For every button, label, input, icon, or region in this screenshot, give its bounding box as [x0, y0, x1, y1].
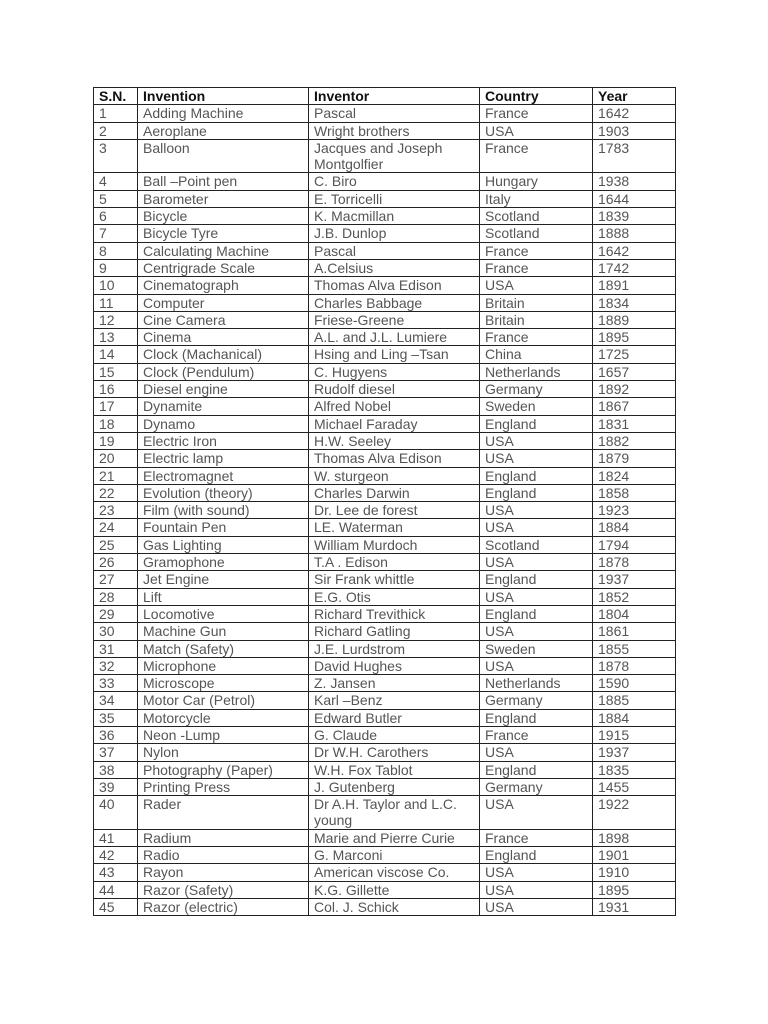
- cell-invention: Dynamo: [138, 415, 309, 432]
- cell-country: Germany: [480, 778, 593, 795]
- cell-year: 1831: [593, 415, 676, 432]
- cell-year: 1937: [593, 744, 676, 761]
- cell-sn: 3: [94, 139, 138, 173]
- cell-invention: Barometer: [138, 190, 309, 207]
- table-row: [94, 139, 676, 173]
- column-header-country: Country: [480, 88, 593, 105]
- cell-country: Italy: [480, 190, 593, 207]
- table-row: [94, 536, 676, 553]
- table-row: [94, 796, 676, 830]
- cell-country: France: [480, 259, 593, 276]
- cell-sn: 7: [94, 225, 138, 242]
- table-row: [94, 259, 676, 276]
- cell-country: USA: [480, 864, 593, 881]
- cell-sn: 2: [94, 122, 138, 139]
- cell-year: 1644: [593, 190, 676, 207]
- cell-inventor: Wright brothers: [309, 122, 480, 139]
- cell-inventor: E. Torricelli: [309, 190, 480, 207]
- cell-sn: 16: [94, 381, 138, 398]
- cell-sn: 15: [94, 363, 138, 380]
- cell-year: 1892: [593, 381, 676, 398]
- table-row: [94, 450, 676, 467]
- cell-inventor: Charles Darwin: [309, 484, 480, 501]
- cell-country: France: [480, 242, 593, 259]
- cell-inventor: Rudolf diesel: [309, 381, 480, 398]
- cell-inventor: Thomas Alva Edison: [309, 450, 480, 467]
- cell-country: France: [480, 726, 593, 743]
- cell-inventor: C. Biro: [309, 173, 480, 190]
- cell-country: Britain: [480, 294, 593, 311]
- cell-inventor: J.B. Dunlop: [309, 225, 480, 242]
- cell-country: USA: [480, 122, 593, 139]
- cell-invention: Printing Press: [138, 778, 309, 795]
- cell-sn: 45: [94, 898, 138, 915]
- cell-inventor: Dr A.H. Taylor and L.C. young: [309, 796, 480, 830]
- table-row: [94, 225, 676, 242]
- cell-invention: Adding Machine: [138, 105, 309, 122]
- table-row: [94, 778, 676, 795]
- cell-invention: Nylon: [138, 744, 309, 761]
- table-row: [94, 363, 676, 380]
- cell-year: 1642: [593, 242, 676, 259]
- table-row: [94, 105, 676, 122]
- cell-year: 1915: [593, 726, 676, 743]
- cell-year: 1855: [593, 640, 676, 657]
- cell-sn: 35: [94, 709, 138, 726]
- cell-country: USA: [480, 554, 593, 571]
- cell-inventor: Col. J. Schick: [309, 898, 480, 915]
- cell-sn: 28: [94, 588, 138, 605]
- cell-sn: 43: [94, 864, 138, 881]
- table-row: [94, 208, 676, 225]
- cell-country: Scotland: [480, 208, 593, 225]
- table-row: [94, 623, 676, 640]
- cell-country: Hungary: [480, 173, 593, 190]
- cell-invention: Gramophone: [138, 554, 309, 571]
- table-row: [94, 588, 676, 605]
- cell-invention: Fountain Pen: [138, 519, 309, 536]
- cell-inventor: J.E. Lurdstrom: [309, 640, 480, 657]
- cell-country: Sweden: [480, 398, 593, 415]
- cell-year: 1888: [593, 225, 676, 242]
- cell-country: Netherlands: [480, 675, 593, 692]
- column-header-sn: S.N.: [94, 88, 138, 105]
- cell-year: 1938: [593, 173, 676, 190]
- cell-sn: 39: [94, 778, 138, 795]
- cell-sn: 40: [94, 796, 138, 830]
- cell-sn: 6: [94, 208, 138, 225]
- cell-country: Scotland: [480, 225, 593, 242]
- cell-sn: 34: [94, 692, 138, 709]
- cell-invention: Evolution (theory): [138, 484, 309, 501]
- cell-sn: 13: [94, 329, 138, 346]
- cell-year: 1858: [593, 484, 676, 501]
- cell-invention: Microscope: [138, 675, 309, 692]
- cell-year: 1642: [593, 105, 676, 122]
- table-row: [94, 898, 676, 915]
- cell-sn: 27: [94, 571, 138, 588]
- cell-year: 1884: [593, 709, 676, 726]
- table-row: [94, 554, 676, 571]
- cell-year: 1455: [593, 778, 676, 795]
- cell-sn: 26: [94, 554, 138, 571]
- cell-country: USA: [480, 657, 593, 674]
- cell-invention: Rader: [138, 796, 309, 830]
- cell-country: England: [480, 709, 593, 726]
- table-row: [94, 744, 676, 761]
- cell-sn: 17: [94, 398, 138, 415]
- cell-invention: Microphone: [138, 657, 309, 674]
- table-row: [94, 122, 676, 139]
- table-row: [94, 381, 676, 398]
- cell-inventor: American viscose Co.: [309, 864, 480, 881]
- cell-sn: 12: [94, 311, 138, 328]
- cell-inventor: Z. Jansen: [309, 675, 480, 692]
- cell-sn: 10: [94, 277, 138, 294]
- cell-sn: 36: [94, 726, 138, 743]
- cell-sn: 19: [94, 432, 138, 449]
- cell-country: USA: [480, 277, 593, 294]
- cell-sn: 42: [94, 847, 138, 864]
- cell-sn: 37: [94, 744, 138, 761]
- cell-invention: Cinematograph: [138, 277, 309, 294]
- cell-invention: Razor (electric): [138, 898, 309, 915]
- cell-invention: Clock (Pendulum): [138, 363, 309, 380]
- cell-year: 1878: [593, 554, 676, 571]
- cell-country: USA: [480, 623, 593, 640]
- cell-inventor: C. Hugyens: [309, 363, 480, 380]
- cell-sn: 24: [94, 519, 138, 536]
- header-row: [94, 88, 676, 105]
- table-row: [94, 277, 676, 294]
- column-header-invention: Invention: [138, 88, 309, 105]
- inventions-table: [93, 87, 676, 916]
- table-row: [94, 571, 676, 588]
- cell-sn: 22: [94, 484, 138, 501]
- cell-sn: 31: [94, 640, 138, 657]
- cell-inventor: A.Celsius: [309, 259, 480, 276]
- cell-country: USA: [480, 881, 593, 898]
- table-header: [94, 88, 676, 105]
- cell-inventor: LE. Waterman: [309, 519, 480, 536]
- cell-year: 1910: [593, 864, 676, 881]
- table-row: [94, 881, 676, 898]
- cell-inventor: W.H. Fox Tablot: [309, 761, 480, 778]
- cell-year: 1937: [593, 571, 676, 588]
- table-body: [94, 105, 676, 916]
- cell-country: Sweden: [480, 640, 593, 657]
- cell-country: Britain: [480, 311, 593, 328]
- cell-inventor: E.G. Otis: [309, 588, 480, 605]
- cell-invention: Bicycle Tyre: [138, 225, 309, 242]
- cell-country: USA: [480, 588, 593, 605]
- cell-invention: Clock (Machanical): [138, 346, 309, 363]
- cell-year: 1903: [593, 122, 676, 139]
- cell-year: 1882: [593, 432, 676, 449]
- table-row: [94, 190, 676, 207]
- table-row: [94, 484, 676, 501]
- table-row: [94, 242, 676, 259]
- cell-country: England: [480, 605, 593, 622]
- cell-year: 1931: [593, 898, 676, 915]
- cell-inventor: Michael Faraday: [309, 415, 480, 432]
- cell-year: 1783: [593, 139, 676, 173]
- cell-year: 1794: [593, 536, 676, 553]
- cell-sn: 9: [94, 259, 138, 276]
- table-row: [94, 398, 676, 415]
- cell-year: 1742: [593, 259, 676, 276]
- table-row: [94, 675, 676, 692]
- cell-country: Germany: [480, 381, 593, 398]
- cell-country: England: [480, 467, 593, 484]
- cell-year: 1657: [593, 363, 676, 380]
- cell-inventor: William Murdoch: [309, 536, 480, 553]
- cell-year: 1895: [593, 881, 676, 898]
- cell-inventor: Charles Babbage: [309, 294, 480, 311]
- cell-invention: Cine Camera: [138, 311, 309, 328]
- cell-sn: 30: [94, 623, 138, 640]
- column-header-year: Year: [593, 88, 676, 105]
- cell-year: 1885: [593, 692, 676, 709]
- cell-country: Netherlands: [480, 363, 593, 380]
- cell-year: 1725: [593, 346, 676, 363]
- cell-inventor: Jacques and Joseph Montgolfier: [309, 139, 480, 173]
- cell-year: 1895: [593, 329, 676, 346]
- cell-invention: Electric lamp: [138, 450, 309, 467]
- cell-inventor: Friese-Greene: [309, 311, 480, 328]
- cell-country: USA: [480, 502, 593, 519]
- table-row: [94, 709, 676, 726]
- cell-sn: 8: [94, 242, 138, 259]
- cell-country: USA: [480, 450, 593, 467]
- cell-inventor: W. sturgeon: [309, 467, 480, 484]
- cell-inventor: J. Gutenberg: [309, 778, 480, 795]
- table-row: [94, 726, 676, 743]
- cell-country: Germany: [480, 692, 593, 709]
- cell-invention: Rayon: [138, 864, 309, 881]
- cell-inventor: K. Macmillan: [309, 208, 480, 225]
- table-row: [94, 847, 676, 864]
- cell-year: 1884: [593, 519, 676, 536]
- cell-invention: Jet Engine: [138, 571, 309, 588]
- table-row: [94, 415, 676, 432]
- cell-inventor: Pascal: [309, 242, 480, 259]
- cell-invention: Motorcycle: [138, 709, 309, 726]
- table-row: [94, 657, 676, 674]
- cell-inventor: Thomas Alva Edison: [309, 277, 480, 294]
- table-row: [94, 761, 676, 778]
- cell-invention: Bicycle: [138, 208, 309, 225]
- cell-invention: Motor Car (Petrol): [138, 692, 309, 709]
- cell-sn: 18: [94, 415, 138, 432]
- cell-country: USA: [480, 744, 593, 761]
- cell-sn: 38: [94, 761, 138, 778]
- cell-inventor: Sir Frank whittle: [309, 571, 480, 588]
- cell-sn: 4: [94, 173, 138, 190]
- cell-invention: Aeroplane: [138, 122, 309, 139]
- cell-year: 1839: [593, 208, 676, 225]
- cell-year: 1878: [593, 657, 676, 674]
- cell-sn: 20: [94, 450, 138, 467]
- cell-inventor: T.A . Edison: [309, 554, 480, 571]
- cell-sn: 14: [94, 346, 138, 363]
- cell-sn: 11: [94, 294, 138, 311]
- table-row: [94, 432, 676, 449]
- cell-invention: Balloon: [138, 139, 309, 173]
- cell-country: France: [480, 329, 593, 346]
- cell-invention: Film (with sound): [138, 502, 309, 519]
- table-row: [94, 864, 676, 881]
- cell-country: USA: [480, 796, 593, 830]
- cell-invention: Razor (Safety): [138, 881, 309, 898]
- table-row: [94, 311, 676, 328]
- table-row: [94, 502, 676, 519]
- cell-inventor: Pascal: [309, 105, 480, 122]
- cell-year: 1889: [593, 311, 676, 328]
- cell-year: 1867: [593, 398, 676, 415]
- cell-country: England: [480, 415, 593, 432]
- cell-year: 1834: [593, 294, 676, 311]
- cell-invention: Centrigrade Scale: [138, 259, 309, 276]
- cell-sn: 33: [94, 675, 138, 692]
- table-row: [94, 829, 676, 846]
- cell-year: 1923: [593, 502, 676, 519]
- table-row: [94, 346, 676, 363]
- cell-country: USA: [480, 898, 593, 915]
- table-row: [94, 692, 676, 709]
- cell-inventor: Edward Butler: [309, 709, 480, 726]
- cell-country: France: [480, 105, 593, 122]
- cell-invention: Diesel engine: [138, 381, 309, 398]
- cell-country: England: [480, 761, 593, 778]
- cell-year: 1590: [593, 675, 676, 692]
- cell-invention: Radio: [138, 847, 309, 864]
- cell-inventor: Dr. Lee de forest: [309, 502, 480, 519]
- cell-sn: 29: [94, 605, 138, 622]
- table-row: [94, 467, 676, 484]
- cell-sn: 25: [94, 536, 138, 553]
- cell-country: USA: [480, 519, 593, 536]
- cell-inventor: Richard Gatling: [309, 623, 480, 640]
- cell-country: USA: [480, 432, 593, 449]
- table-row: [94, 519, 676, 536]
- cell-year: 1852: [593, 588, 676, 605]
- cell-year: 1824: [593, 467, 676, 484]
- table-row: [94, 173, 676, 190]
- table-row: [94, 605, 676, 622]
- cell-sn: 41: [94, 829, 138, 846]
- cell-year: 1861: [593, 623, 676, 640]
- cell-sn: 32: [94, 657, 138, 674]
- cell-invention: Machine Gun: [138, 623, 309, 640]
- cell-country: Scotland: [480, 536, 593, 553]
- cell-sn: 44: [94, 881, 138, 898]
- cell-inventor: G. Marconi: [309, 847, 480, 864]
- cell-invention: Electric Iron: [138, 432, 309, 449]
- cell-year: 1891: [593, 277, 676, 294]
- cell-invention: Locomotive: [138, 605, 309, 622]
- column-header-inventor: Inventor: [309, 88, 480, 105]
- cell-invention: Electromagnet: [138, 467, 309, 484]
- cell-invention: Radium: [138, 829, 309, 846]
- cell-inventor: Hsing and Ling –Tsan: [309, 346, 480, 363]
- cell-inventor: Dr W.H. Carothers: [309, 744, 480, 761]
- cell-invention: Ball –Point pen: [138, 173, 309, 190]
- cell-invention: Photography (Paper): [138, 761, 309, 778]
- cell-invention: Computer: [138, 294, 309, 311]
- cell-invention: Calculating Machine: [138, 242, 309, 259]
- cell-sn: 23: [94, 502, 138, 519]
- cell-inventor: Karl –Benz: [309, 692, 480, 709]
- cell-year: 1804: [593, 605, 676, 622]
- cell-country: England: [480, 847, 593, 864]
- cell-year: 1835: [593, 761, 676, 778]
- cell-invention: Match (Safety): [138, 640, 309, 657]
- cell-inventor: G. Claude: [309, 726, 480, 743]
- cell-invention: Neon -Lump: [138, 726, 309, 743]
- cell-invention: Dynamite: [138, 398, 309, 415]
- cell-invention: Gas Lighting: [138, 536, 309, 553]
- cell-inventor: Marie and Pierre Curie: [309, 829, 480, 846]
- cell-country: China: [480, 346, 593, 363]
- cell-country: France: [480, 139, 593, 173]
- cell-sn: 21: [94, 467, 138, 484]
- cell-year: 1901: [593, 847, 676, 864]
- cell-year: 1922: [593, 796, 676, 830]
- cell-inventor: David Hughes: [309, 657, 480, 674]
- cell-sn: 1: [94, 105, 138, 122]
- cell-inventor: A.L. and J.L. Lumiere: [309, 329, 480, 346]
- cell-invention: Lift: [138, 588, 309, 605]
- table-row: [94, 294, 676, 311]
- cell-year: 1879: [593, 450, 676, 467]
- cell-country: France: [480, 829, 593, 846]
- cell-invention: Cinema: [138, 329, 309, 346]
- cell-inventor: Richard Trevithick: [309, 605, 480, 622]
- cell-sn: 5: [94, 190, 138, 207]
- cell-year: 1898: [593, 829, 676, 846]
- cell-inventor: Alfred Nobel: [309, 398, 480, 415]
- cell-inventor: H.W. Seeley: [309, 432, 480, 449]
- cell-country: England: [480, 571, 593, 588]
- cell-country: England: [480, 484, 593, 501]
- table-row: [94, 329, 676, 346]
- table-row: [94, 640, 676, 657]
- cell-inventor: K.G. Gillette: [309, 881, 480, 898]
